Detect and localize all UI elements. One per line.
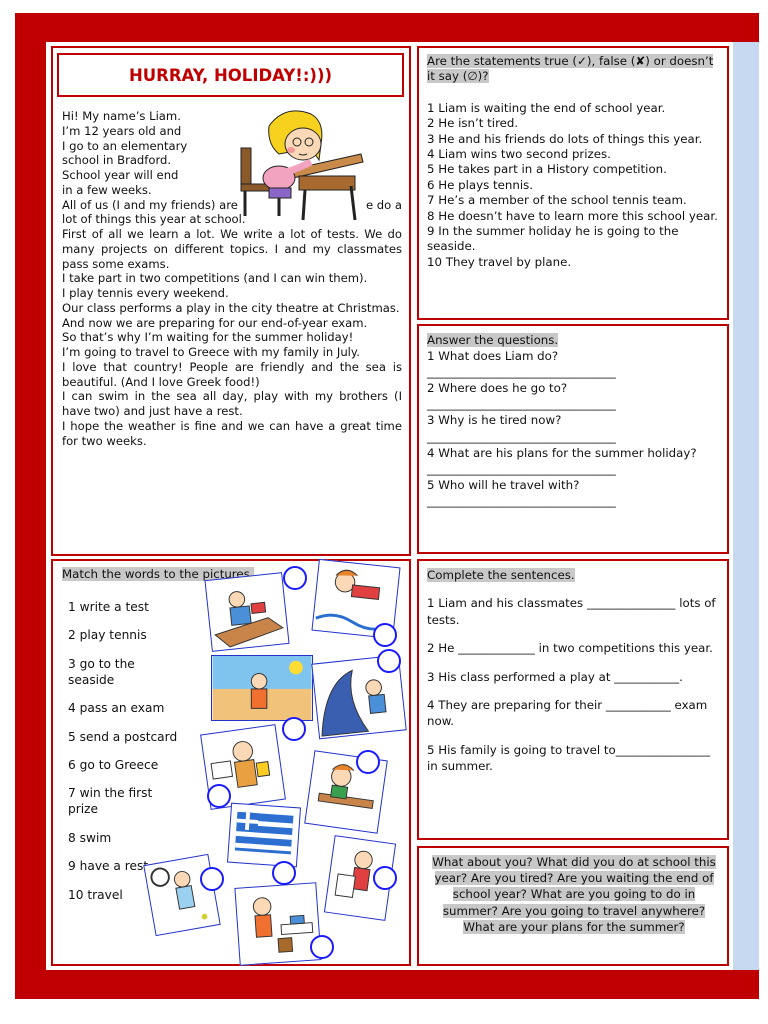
page-frame-bottom xyxy=(15,970,759,999)
about-you-panel xyxy=(417,846,729,966)
match-answer-circle[interactable] xyxy=(373,866,397,890)
match-word: 1 write a test xyxy=(68,600,149,614)
sentence-text: in two competitions this year. xyxy=(538,641,713,656)
story-line: I love that country! People are friendly and the sea is beautiful. (And I love Greek food!) xyxy=(62,359,402,389)
title-box xyxy=(57,53,404,97)
picture-greece-flag xyxy=(227,803,301,868)
statement-item: 10 They travel by plane. xyxy=(427,254,572,269)
sentence-item xyxy=(427,742,721,775)
story-line: I’m 12 years old and xyxy=(62,123,182,138)
sentence-text: exam now. xyxy=(427,698,708,729)
sentence-text: 2 He xyxy=(427,641,455,656)
statement-item: 8 He doesn’t have to learn more this school year. xyxy=(427,208,718,223)
page-frame-right xyxy=(733,42,759,970)
match-word: 6 go to Greece xyxy=(68,757,159,772)
story-line: lot of things this year at school. xyxy=(62,212,246,227)
story-line-left: All of us (I and my friends) are xyxy=(62,197,238,212)
statement-item: 4 Liam wins two second prizes. xyxy=(427,147,611,162)
story-text xyxy=(62,109,402,448)
questions-panel xyxy=(417,324,729,554)
match-answer-circle[interactable] xyxy=(207,784,231,808)
match-word: 5 send a postcard xyxy=(68,729,178,744)
sentence-blank[interactable]: ___________ xyxy=(614,669,680,684)
sentence-blank[interactable]: ___________ xyxy=(605,698,671,713)
match-answer-circle[interactable] xyxy=(356,750,380,774)
story-line: And now we are preparing for our end-of-year exam. xyxy=(62,315,368,330)
story-line: I’m going to travel to Greece with my family in July. xyxy=(62,345,360,359)
sentence-text: lots of tests. xyxy=(427,596,716,627)
story-line: I take part in two competitions (and I can win them). xyxy=(62,271,368,286)
picture-seaside xyxy=(234,882,321,966)
question-item: 5 Who will he travel with? xyxy=(427,477,580,492)
picture-rest xyxy=(204,572,289,652)
sentence-item xyxy=(427,595,721,628)
story-line: School year will end xyxy=(62,168,179,182)
page-frame-top xyxy=(15,13,759,42)
sentence-text: 3 His class performed a play at xyxy=(427,669,611,684)
match-word: 8 swim xyxy=(68,830,112,845)
true-false-panel xyxy=(417,46,729,320)
answer-line[interactable]: ________________________________ xyxy=(427,429,616,444)
match-word: 2 play tennis xyxy=(68,628,147,643)
story-line: I hope the weather is fine and we can have a great time for two weeks. xyxy=(62,418,402,448)
complete-panel xyxy=(417,559,729,840)
page-frame-left xyxy=(15,13,46,999)
sentence-text: 1 Liam and his classmates xyxy=(427,596,584,611)
match-word: 9 have a rest xyxy=(68,859,149,874)
true-false-instruction: Are the statements true (✓), false (✘) or doesn’t it say (∅)? xyxy=(427,54,714,84)
statement-item: 7 He’s a member of the school tennis team. xyxy=(427,193,687,208)
sentence-text: . xyxy=(679,669,683,684)
statement-item: 5 He takes part in a History competition. xyxy=(427,162,667,177)
answer-line[interactable]: ________________________________ xyxy=(427,365,616,380)
story-line: Hi! My name’s Liam. xyxy=(62,109,181,123)
statement-item: 2 He isn’t tired. xyxy=(427,116,519,131)
match-answer-circle[interactable] xyxy=(200,867,224,891)
statement-item: 6 He plays tennis. xyxy=(427,177,534,192)
answer-line[interactable]: ________________________________ xyxy=(427,397,616,412)
match-panel xyxy=(51,559,411,966)
page-title: HURRAY, HOLIDAY!:))) xyxy=(128,65,333,85)
story-line-right: e do a xyxy=(365,197,402,212)
match-answer-circle[interactable] xyxy=(377,649,401,673)
sentence-item xyxy=(427,669,721,685)
statement-item: 9 In the summer holiday he is going to the seaside. xyxy=(427,224,679,254)
story-line: Our class performs a play in the city theatre at Christmas. xyxy=(62,300,400,315)
sentence-blank[interactable]: _______________ xyxy=(586,596,676,611)
complete-instruction: Complete the sentences. xyxy=(427,568,575,582)
match-answer-circle[interactable] xyxy=(310,935,334,959)
match-word: 3 go to the seaside xyxy=(68,656,135,687)
sentence-blank[interactable]: _____________ xyxy=(458,641,535,656)
story-line: I play tennis every weekend. xyxy=(62,286,229,300)
story-line: I go to an elementary xyxy=(62,138,188,153)
sentence-item xyxy=(427,640,721,656)
statement-item: 3 He and his friends do lots of things this year. xyxy=(427,131,703,146)
sentence-text: 4 They are preparing for their xyxy=(427,698,603,713)
story-line: in a few weeks. xyxy=(62,182,152,197)
about-you-prompt: What about you? What did you do at school this year? Are you tired? Are you waiting the end of school year? What are you going to do in summer? Are you going to travel anywhere? What are your plans for the summer? xyxy=(432,855,716,934)
match-instruction: Match the words to the pictures. xyxy=(62,567,254,581)
story-line: school in Bradford. xyxy=(62,153,172,168)
story-line: So that’s why I’m waiting for the summer holiday! xyxy=(62,330,354,345)
reading-panel xyxy=(51,46,411,556)
question-item: 4 What are his plans for the summer holiday? xyxy=(427,445,697,460)
match-answer-circle[interactable] xyxy=(283,566,307,590)
match-answer-circle[interactable] xyxy=(373,623,397,647)
sentence-text: in summer. xyxy=(427,759,493,774)
match-answer-circle[interactable] xyxy=(282,717,306,741)
question-item: 3 Why is he tired now? xyxy=(427,413,562,428)
picture-postcard xyxy=(211,655,313,721)
question-item: 1 What does Liam do? xyxy=(427,349,559,364)
match-word: 10 travel xyxy=(68,887,123,902)
sentence-text: 5 His family is going to travel to xyxy=(427,742,616,757)
story-line xyxy=(62,198,402,213)
story-line: First of all we learn a lot. We write a lot of tests. We do many projects on different topics. I and my classmates pass some exams. xyxy=(62,227,402,271)
sentence-item xyxy=(427,697,721,730)
story-line: I can swim in the sea all day, play with my brothers (I have two) and just have a rest. xyxy=(62,389,402,418)
question-item: 2 Where does he go to? xyxy=(427,381,568,396)
match-word: 4 pass an exam xyxy=(68,701,165,716)
questions-instruction: Answer the questions. xyxy=(427,333,559,347)
answer-line[interactable]: ________________________________ xyxy=(427,493,616,508)
statement-item: 1 Liam is waiting the end of school year. xyxy=(427,100,666,115)
match-word: 7 win the first prize xyxy=(68,786,153,817)
answer-line[interactable]: ________________________________ xyxy=(427,461,616,476)
sentence-blank[interactable]: ________________ xyxy=(615,742,711,757)
match-answer-circle[interactable] xyxy=(272,861,296,885)
